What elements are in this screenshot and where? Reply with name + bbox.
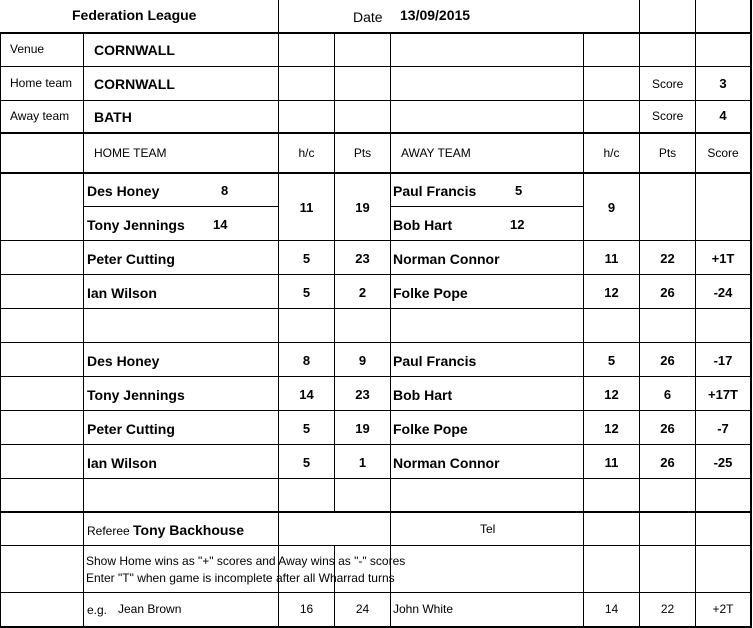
home-player: Ian Wilson [87,455,157,471]
home-player: Peter Cutting [87,421,175,437]
away-player: Bob Hart [393,387,453,403]
pair-home-player-1-hc: 8 [221,183,229,198]
row-line-r4 [0,342,752,343]
away-hc: 12 [604,421,619,436]
home-pts: 1 [358,455,367,470]
pair-away-player-2-hc: 12 [510,217,525,232]
row-line-header [0,172,752,174]
away-player: Folke Pope [393,421,468,437]
home-pts: 23 [355,251,370,266]
pair-home-player-1: Des Honey [87,183,160,199]
home-pts: 23 [355,387,370,402]
away-pts: 26 [660,455,675,470]
home-hc: 5 [302,285,311,300]
example-home-pts: 24 [355,602,370,616]
home-hc: 14 [299,387,314,402]
venue-value: CORNWALL [94,42,175,58]
tel-label: Tel [480,522,496,536]
away-hc: 11 [604,251,619,266]
row-line-top [0,32,752,34]
row-line-r7 [0,444,752,445]
pair-split-away [390,206,584,207]
away-player: Norman Connor [393,455,500,471]
header-pts: Pts [353,146,372,160]
home-player: Tony Jennings [87,387,185,403]
pair-home-player-2: Tony Jennings [87,217,185,233]
pair-home-player-2-hc: 14 [213,217,228,232]
pair-home-pts: 19 [355,200,370,215]
row-line-away [0,132,752,134]
col-line-4 [390,32,391,628]
example-label: e.g. [87,603,108,617]
col-line-6 [639,0,640,628]
home-player: Peter Cutting [87,251,175,267]
row-line-r3 [0,308,752,309]
home-team-label: Home team [10,76,73,90]
pair-away-player-1-hc: 5 [515,183,523,198]
game-score: -17 [713,353,733,368]
away-player: Folke Pope [393,285,468,301]
row-line-venue [0,66,752,67]
note-line-2: Enter "T" when game is incomplete after all Wharrad turns [86,571,395,585]
date-label: Date [353,9,383,25]
away-hc: 11 [604,455,619,470]
row-line-r2 [0,274,752,275]
game-score: +1T [711,251,735,266]
col-line-7 [695,0,696,628]
away-pts: 6 [663,387,672,402]
away-pts: 26 [660,285,675,300]
home-score-value: 3 [719,76,727,91]
away-pts: 26 [660,421,675,436]
home-player: Des Honey [87,353,160,369]
away-hc: 12 [604,285,619,300]
away-score-value: 4 [719,108,727,123]
col-line-1 [83,32,84,628]
border-right [750,0,752,628]
header-hc-away: h/c [603,146,620,160]
col-line-2 [278,0,279,628]
away-score-label: Score [652,109,684,123]
referee-value: Tony Backhouse [133,522,244,538]
example-score: +2T [712,602,734,616]
away-player: Norman Connor [393,251,500,267]
header-home-team: HOME TEAM [94,146,167,160]
note-line-1: Show Home wins as "+" scores and Away wins as "-" scores [86,554,406,568]
venue-label: Venue [10,42,45,56]
home-pts: 2 [358,285,367,300]
home-pts: 9 [358,353,367,368]
referee-label: Referee [87,524,130,538]
row-line-notes [0,592,752,593]
away-team-label: Away team [10,109,70,123]
header-away-team: AWAY TEAM [401,146,471,160]
game-score: +17T [708,387,738,402]
game-score: -25 [713,455,733,470]
home-team-value: CORNWALL [94,76,175,92]
away-hc: 12 [604,387,619,402]
home-hc: 5 [302,455,311,470]
pair-away-player-2: Bob Hart [393,217,453,233]
away-team-value: BATH [94,109,132,125]
row-line-referee [0,545,752,546]
home-hc: 5 [302,421,311,436]
col-line-5 [583,32,584,628]
home-hc: 8 [302,353,311,368]
home-score-label: Score [652,77,684,91]
home-hc: 5 [302,251,311,266]
row-line-r9 [0,511,752,513]
example-home-hc: 16 [299,602,314,616]
away-pts: 22 [660,251,675,266]
away-hc: 5 [607,353,616,368]
row-line-r6 [0,410,752,411]
row-line-r5 [0,376,752,377]
date-value: 13/09/2015 [400,7,471,23]
example-away-pts: 22 [660,602,675,616]
away-player: Paul Francis [393,353,477,369]
pair-split-home [83,206,279,207]
example-home-player: Jean Brown [118,602,182,616]
home-player: Ian Wilson [87,285,157,301]
col-line-3 [334,32,335,512]
header-hc: h/c [298,146,315,160]
border-left [0,32,1,628]
row-line-r1 [0,240,752,241]
game-score: -7 [717,421,729,436]
game-score: -24 [713,285,733,300]
row-line-home [0,100,752,101]
row-line-r8 [0,478,752,479]
sheet-title: Federation League [72,7,197,23]
pair-away-hc: 9 [607,200,616,215]
away-pts: 26 [660,353,675,368]
pair-away-player-1: Paul Francis [393,183,477,199]
pair-home-hc: 11 [299,200,314,215]
home-pts: 19 [355,421,370,436]
header-pts-away: Pts [658,146,677,160]
header-score: Score [707,146,739,160]
example-away-player: John White [393,602,454,616]
example-away-hc: 14 [604,602,619,616]
